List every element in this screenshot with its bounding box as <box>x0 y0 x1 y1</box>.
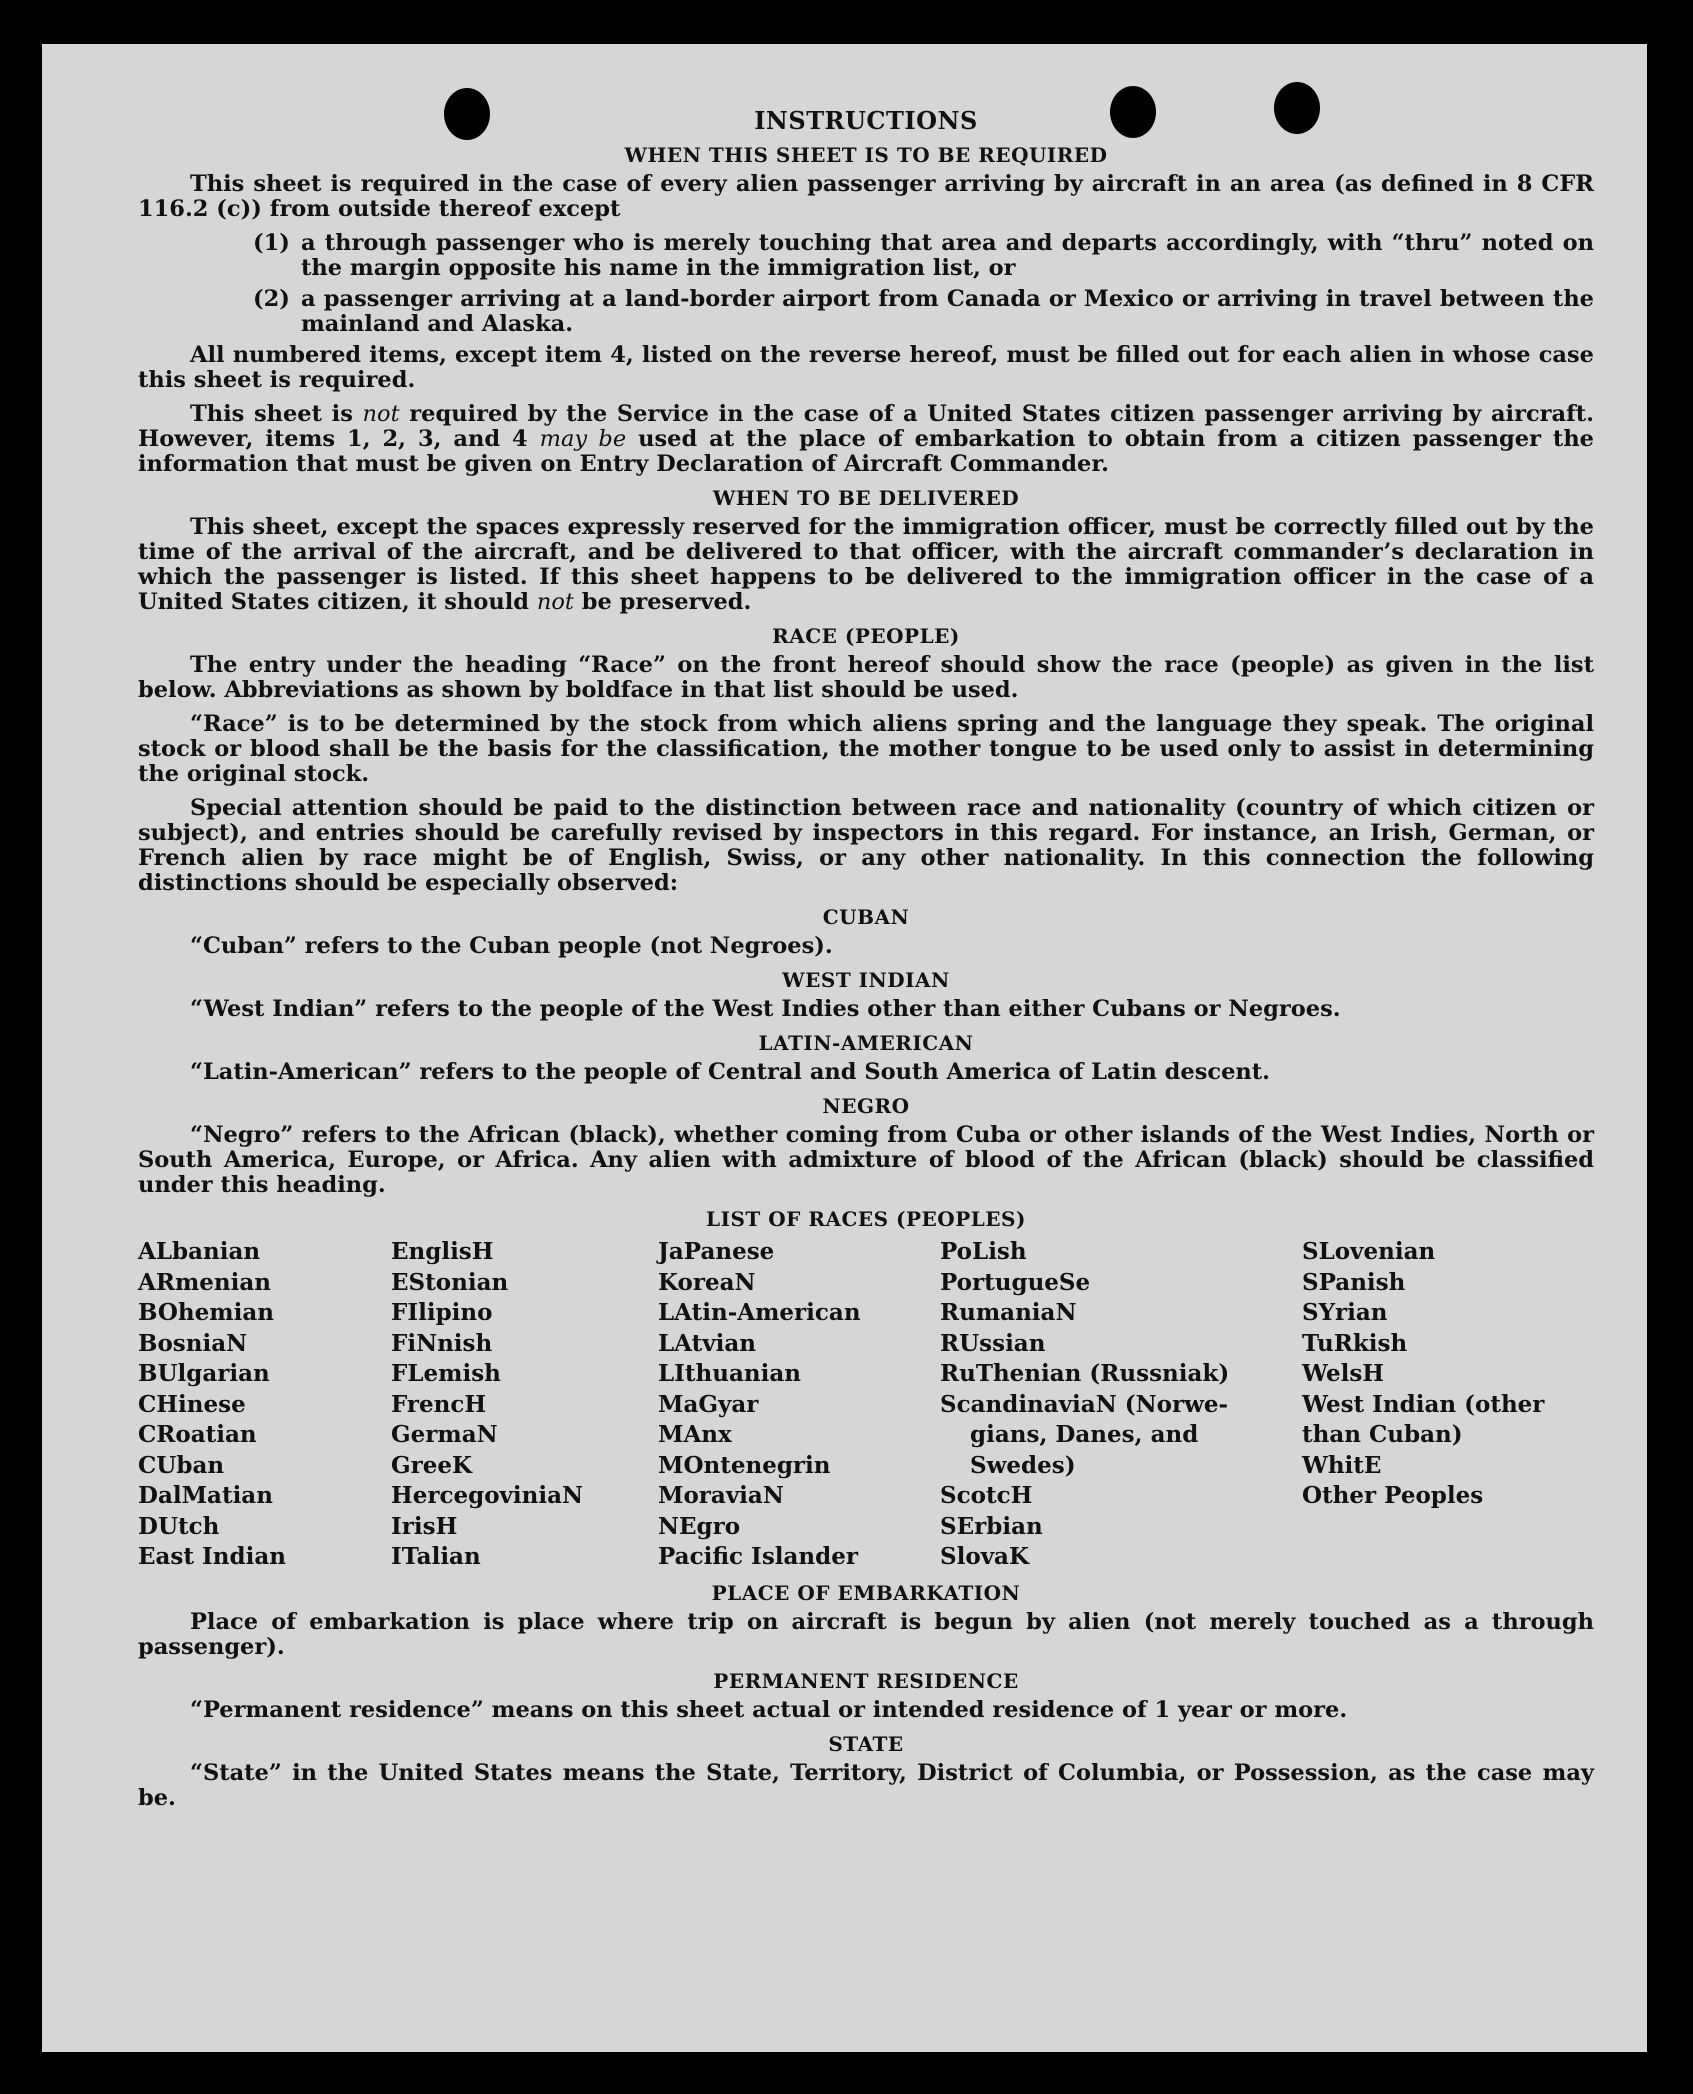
exception-item <box>138 287 1594 337</box>
race-entry: CUban <box>138 1451 225 1479</box>
negro-heading: NEGRO <box>822 1094 910 1118</box>
race-entry: DalMatian <box>138 1482 273 1509</box>
race-entry: JaPanese <box>658 1238 775 1265</box>
when-required-heading: WHEN THIS SHEET IS TO BE REQUIRED <box>624 143 1108 167</box>
when-delivered-text <box>138 515 1594 615</box>
delivered-text-emphasis: not <box>536 589 574 615</box>
item-text: a through passenger who is merely touching that area and departs accordingly, with “thru” noted on the margin opposite his name in the immigration list, or <box>301 230 1594 281</box>
citizen-note-part: This sheet is <box>190 401 363 427</box>
residence-heading: PERMANENT RESIDENCE <box>713 1668 1019 1693</box>
item-number: (1) <box>253 230 290 256</box>
citizen-note-part: used at the place of embarkation to obtain from a citizen passenger the information that must be given on Entry Declaration of Aircraft Commander. <box>138 426 1594 477</box>
exception-item <box>138 231 1594 281</box>
races-column <box>1302 1237 1572 1573</box>
race-entry: Pacific Islander <box>658 1543 858 1570</box>
race-entry: PortugueSe <box>940 1268 1091 1296</box>
race-entry: CHinese <box>138 1390 246 1418</box>
races-list <box>138 1237 1594 1573</box>
race-entry: East Indian <box>138 1543 286 1570</box>
race-entry: IrisH <box>391 1512 458 1540</box>
race-entry: SPanish <box>1302 1268 1406 1296</box>
citizen-note <box>138 402 1594 477</box>
races-column <box>940 1237 1302 1573</box>
state-text: “State” in the United States means the State, Territory, District of Columbia, or Possession, as the case may be. <box>138 1759 1594 1811</box>
race-entry: EnglisH <box>391 1238 494 1265</box>
race-entry: WelsH <box>1302 1360 1385 1387</box>
race-entry: EStonian <box>391 1268 509 1296</box>
embarkation-text: Place of embarkation is place where trip on aircraft is begun by alien (not merely touched as a through passenger). <box>138 1608 1594 1660</box>
race-entry: MAnx <box>658 1421 732 1448</box>
race-entry: HercegoviniaN <box>391 1482 584 1509</box>
race-entry: LAtvian <box>658 1329 756 1357</box>
latin-american-text: “Latin-American” refers to the people of Central and South America of Latin descent. <box>190 1059 1270 1085</box>
race-entry: SLovenian <box>1302 1238 1436 1265</box>
races-column <box>138 1237 391 1573</box>
latin-american-heading: LATIN-AMERICAN <box>758 1031 974 1055</box>
west-indian-heading: WEST INDIAN <box>782 968 950 992</box>
citizen-note-part: required by the Service in the case of a United States citizen passenger arriving by aircraft. However, items 1, 2, 3, and 4 <box>138 401 1594 452</box>
race-entry: BOhemian <box>138 1299 274 1326</box>
race-heading: RACE (PEOPLE) <box>772 624 960 648</box>
numbered-items-note: All numbered items, except item 4, listed on the reverse hereof, must be filled out for each alien in whose case this sheet is required. <box>138 342 1594 393</box>
race-paragraph: Special attention should be paid to the distinction between race and nationality (country of which citizen or subject), and entries should be carefully revised by inspectors in this regard. For instance, an Irish, German, or French alien by race might be of English, Swiss, or any other nationality. In this connection the following distinctions should be especially observed: <box>138 795 1594 896</box>
race-entry: SlovaK <box>940 1543 1029 1570</box>
races-column <box>658 1237 940 1573</box>
race-entry: FiNnish <box>391 1329 493 1357</box>
race-entry: ScandinaviaN (Norwe- <box>940 1390 1229 1418</box>
race-entry-continuation: Swedes) <box>970 1451 1076 1479</box>
race-entry-continuation: gians, Danes, and <box>970 1421 1199 1448</box>
list-of-races-heading: LIST OF RACES (PEOPLES) <box>706 1207 1026 1231</box>
race-entry: Other Peoples <box>1302 1482 1484 1509</box>
race-entry: ALbanian <box>138 1238 261 1265</box>
race-entry: GermaN <box>391 1421 498 1448</box>
race-entry: MaGyar <box>658 1390 759 1418</box>
cuban-text: “Cuban” refers to the Cuban people (not Negroes). <box>190 933 833 959</box>
race-entry: MoraviaN <box>658 1482 784 1509</box>
when-delivered-heading: WHEN TO BE DELIVERED <box>712 486 1020 510</box>
race-entry: LIthuanian <box>658 1360 801 1387</box>
citizen-note-emphasis: not <box>362 401 400 427</box>
race-entry: GreeK <box>391 1451 473 1479</box>
citizen-note-emphasis: may be <box>539 426 627 452</box>
when-required-intro: This sheet is required in the case of every alien passenger arriving by aircraft in an area (as defined in 8 CFR 116.2 (c)) from outside thereof except <box>138 171 1594 222</box>
race-entry: FIlipino <box>391 1299 493 1326</box>
race-entry: ScotcH <box>940 1482 1033 1509</box>
race-entry: TuRkish <box>1302 1329 1408 1357</box>
state-heading: STATE <box>828 1731 904 1756</box>
race-entry: SYrian <box>1302 1299 1388 1326</box>
race-entry: RumaniaN <box>940 1299 1077 1326</box>
race-entry: SErbian <box>940 1512 1043 1540</box>
document-page <box>42 44 1647 2052</box>
instructions-content <box>138 106 1594 1820</box>
race-entry: RUssian <box>940 1329 1046 1357</box>
west-indian-text: “West Indian” refers to the people of the West Indies other than either Cubans or Negroes. <box>190 996 1341 1022</box>
delivered-text-part: be preserved. <box>573 589 752 615</box>
race-entry: BosniaN <box>138 1329 248 1357</box>
race-entry: DUtch <box>138 1512 220 1540</box>
race-entry: ITalian <box>391 1543 481 1570</box>
item-number: (2) <box>253 286 290 312</box>
race-entry: CRoatian <box>138 1421 257 1448</box>
race-paragraph: “Race” is to be determined by the stock from which aliens spring and the language they speak. The original stock or blood shall be the basis for the classification, the mother tongue to be used only to assist in determining the original stock. <box>138 711 1594 787</box>
residence-text: “Permanent residence” means on this sheet actual or intended residence of 1 year or more. <box>190 1696 1348 1723</box>
race-entry: West Indian (other than Cuban) <box>1302 1390 1545 1448</box>
cuban-heading: CUBAN <box>822 905 910 929</box>
race-entry: LAtin-American <box>658 1299 861 1326</box>
race-entry: NEgro <box>658 1512 741 1540</box>
embarkation-heading: PLACE OF EMBARKATION <box>711 1580 1021 1605</box>
negro-text: “Negro” refers to the African (black), whether coming from Cuba or other islands of the West Indies, North or South America, Europe, or Africa. Any alien with admixture of blood of the African (black) should be classified under this heading. <box>138 1122 1594 1198</box>
race-entry: FrencH <box>391 1390 487 1418</box>
race-entry: PoLish <box>940 1238 1027 1265</box>
race-entry: WhitE <box>1302 1451 1382 1479</box>
race-entry: BUlgarian <box>138 1360 270 1387</box>
races-column <box>391 1237 658 1573</box>
race-entry: RuThenian (Russniak) <box>940 1360 1230 1387</box>
race-entry: KoreaN <box>658 1268 756 1296</box>
delivered-text-part: This sheet, except the spaces expressly reserved for the immigration officer, must be correctly filled out by the time of the arrival of the aircraft, and be delivered to that officer, with the aircraft commander’s declaration in which the passenger is listed. If this sheet happens to be delivered to the immigration officer in the case of a United States citizen, it should <box>138 514 1594 615</box>
instructions-title: INSTRUCTIONS <box>754 106 978 135</box>
race-paragraph: The entry under the heading “Race” on the front hereof should show the race (people) as given in the list below. Abbreviations as shown by boldface in that list should be used. <box>138 652 1594 703</box>
race-entry: ARmenian <box>138 1268 272 1296</box>
race-entry: FLemish <box>391 1360 501 1387</box>
race-entry: MOntenegrin <box>658 1451 831 1479</box>
item-text: a passenger arriving at a land-border airport from Canada or Mexico or arriving in travel between the mainland and Alaska. <box>301 286 1594 337</box>
